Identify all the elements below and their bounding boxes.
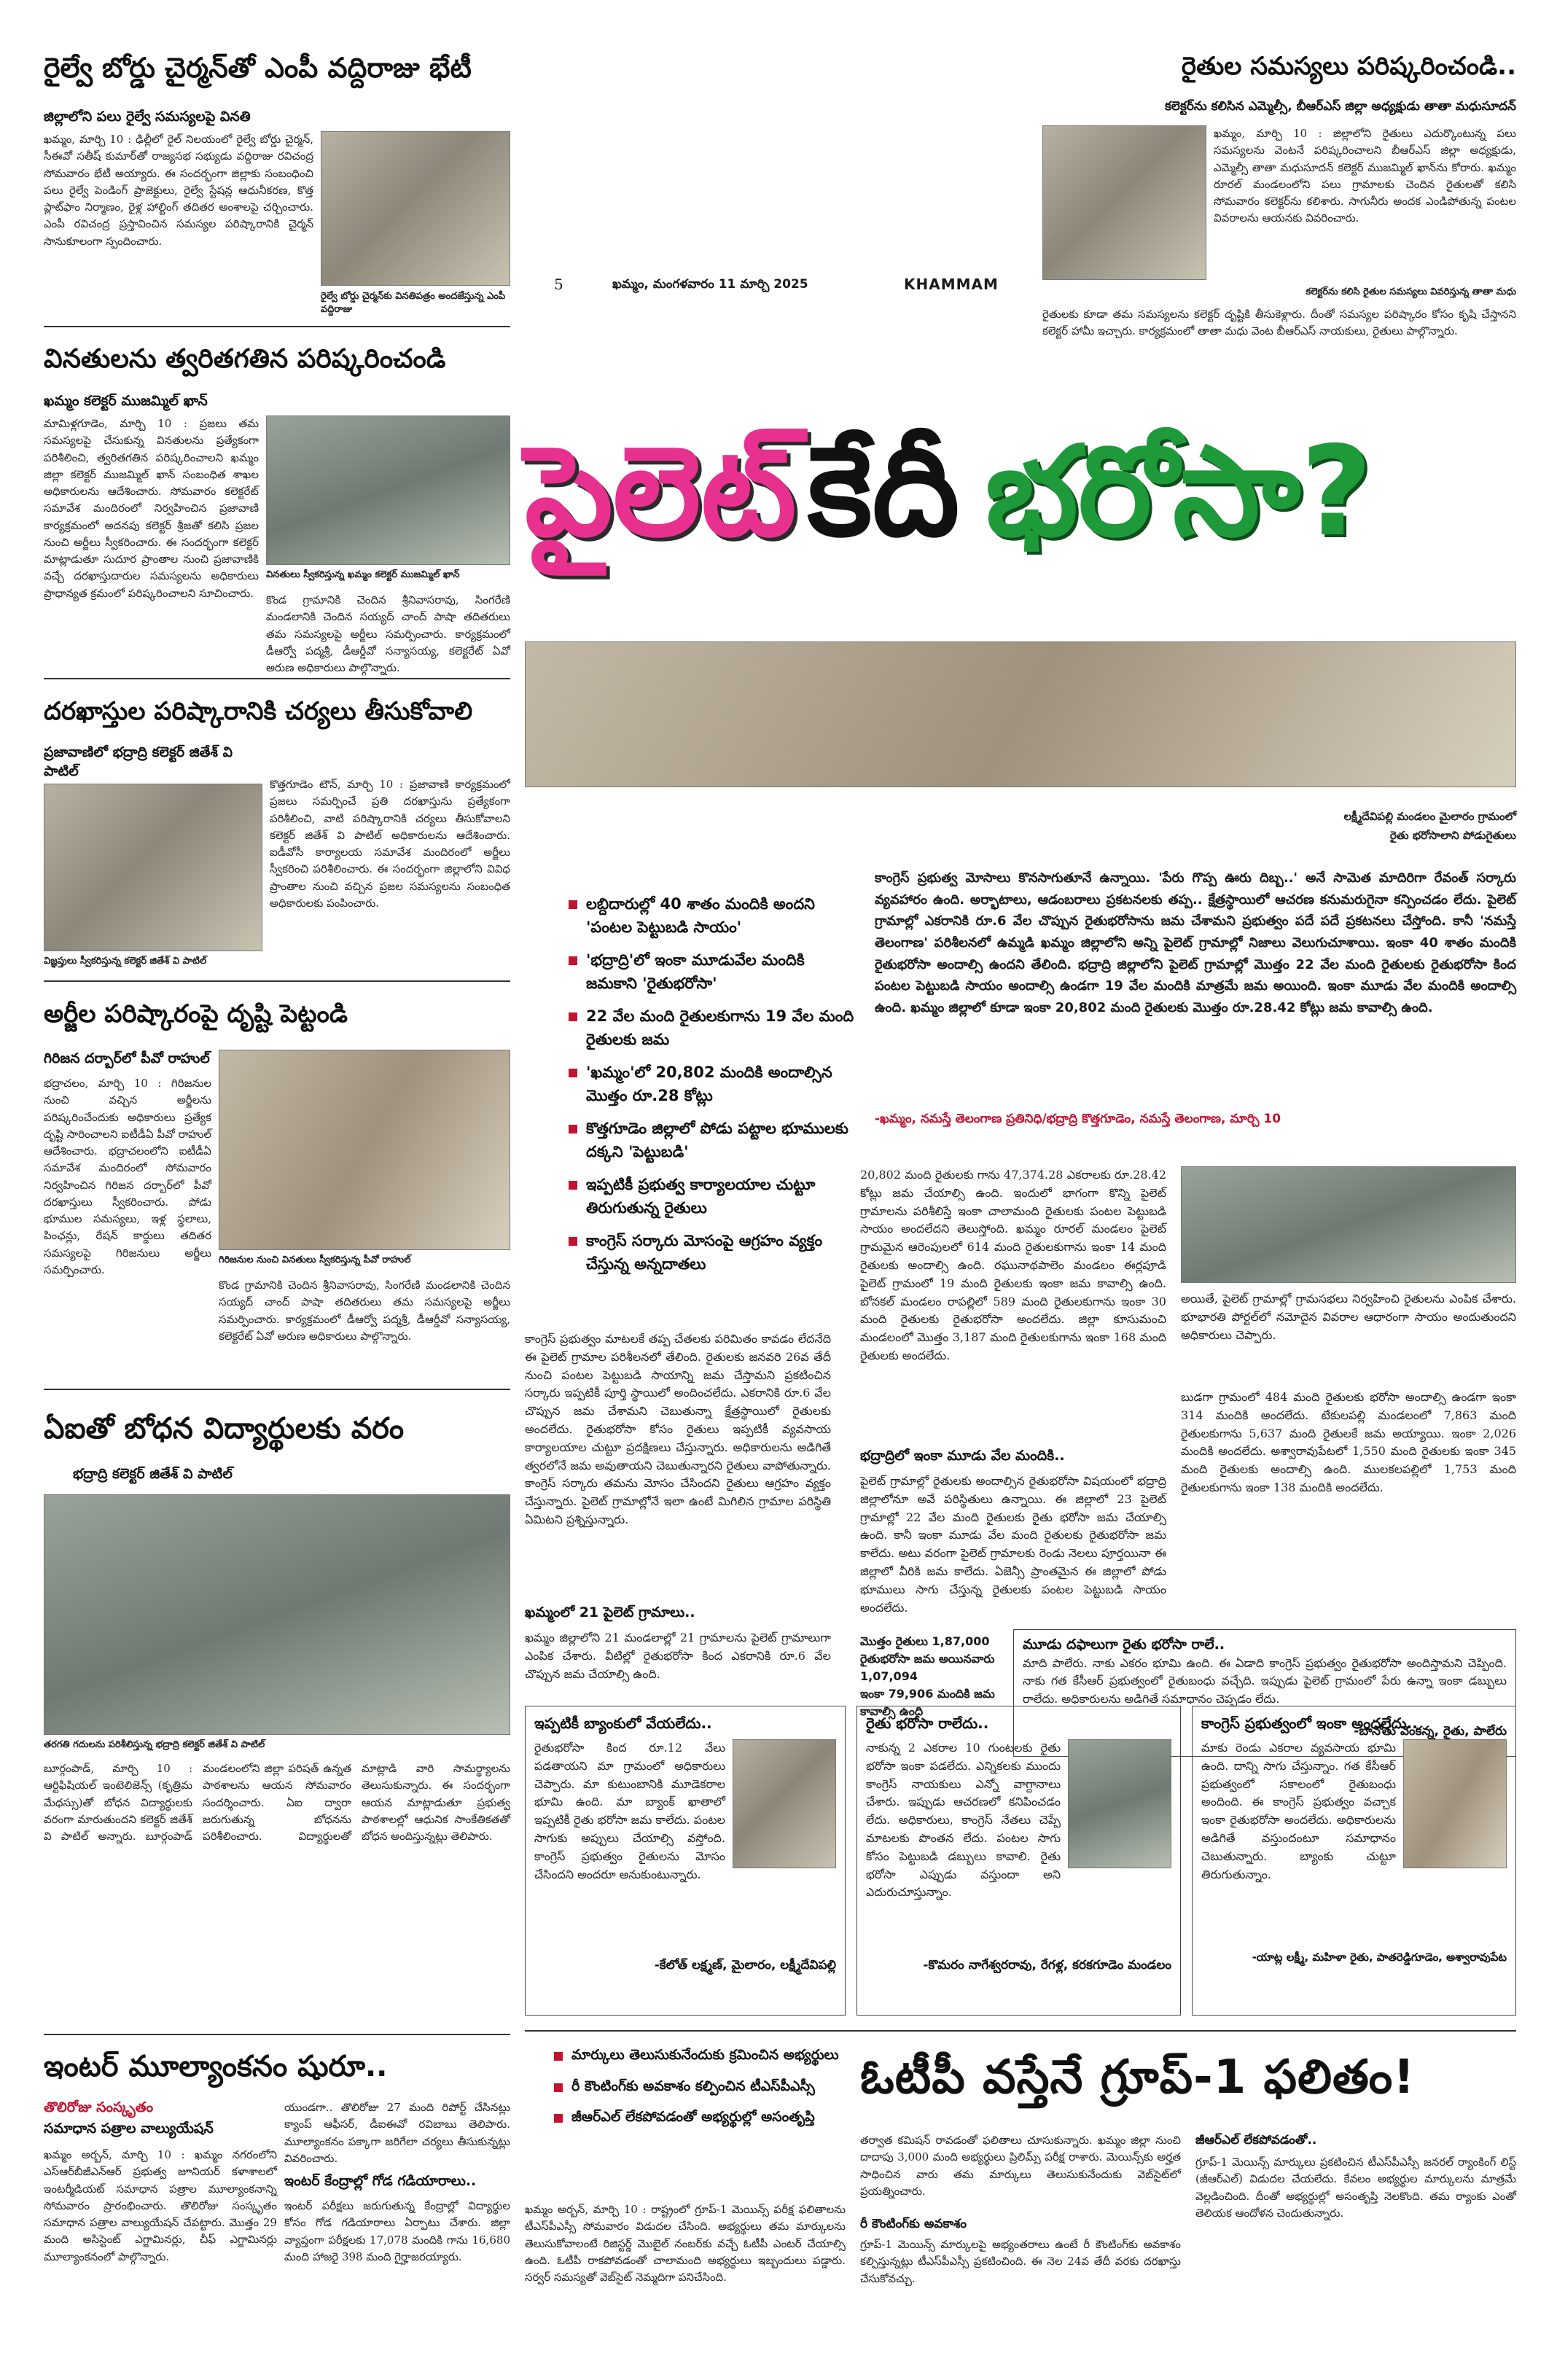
subhead-grievances: గిరిజన దర్బార్‌లో పీవో రాహుల్ — [44, 1050, 210, 1066]
subhead-red: తొలిరోజు సంస్కృతం — [44, 2099, 154, 2115]
main-body-col2: అయితే, పైలెట్ గ్రామాల్లో గ్రామసభలు నిర్వహించి రైతులను ఎంపిక చేశారు. భూభారతి పోర్టల్‌లో నమోదైన వివరాల ఆధారంగా సాయం అందుతుందని అధికారులు చెప్పారు. — [1181, 1292, 1516, 1342]
edition-name: KHAMMAM — [904, 276, 999, 293]
group1-body-a: తర్వాత కమిషన్ రావడంతో ఫలితాలు చూసుకున్నారు. ఖమ్మం జిల్లా నుంచి దాదాపు 3,000 మంది అభ్యర్థులు ప్రిలిమ్స్ పరీక్ష రాశారు. మెయిన్స్‌కు అర్హత సాధించిన వారు తమ మార్కులు తెలుసుకునేందుకు వెబ్‌సైట్‌లో ప్రయత్నించారు. — [860, 2134, 1181, 2198]
main-headline-part1: పైలెట్ — [525, 420, 797, 564]
body-applications: కొత్తగూడెం టౌన్, మార్చి 10 : ప్రజావాణి కార్యక్రమంలో ప్రజలు సమర్పించే ప్రతి దరఖాస్తును ప్రత్యేకంగా పరిశీలించి, వాటి పరిష్కారానికి చర్యలు తీసుకోవాలని కలెక్టర్ జితేశ్ వి పాటిల్ అధికారులను ఆదేశించారు. ఐడీవోసీ కార్యాలయ సమావేశ మందిరంలో అర్జీలు స్వీకరించి పరిశీలించారు. ఈ సందర్భంగా జిల్లాలోని వివిధ ప్రాంతాల నుంచి వచ్చిన ప్రజల సమస్యలను సంబంధిత అధికారులకు పంపించారు. — [270, 778, 510, 910]
bullet-item: జీఆర్ఎల్ లేకపోవడంతో అభ్యర్థుల్లో అసంతృప్తి — [554, 2107, 846, 2128]
body-petitions: మామిళ్లగూడెం, మార్చి 10 : ప్రజలు తమ సమస్యలపై చేసుకున్న వినతులను ప్రత్యేకంగా పరిశీలించి, త్వరితగతిన పరిష్కరించాలని ఖమ్మం జిల్లా కలెక్టర్ ముజమ్మిల్ ఖాన్ సంబంధిత శాఖల అధికారులను ఆదేశించారు. సోమవారం కలెక్టరేట్ సమావేశ మందిరంలో నిర్వహించిన ప్రజావాణి కార్యక్రమంలో అదనపు కలెక్టర్ శ్రీజతో కలిసి ప్రజల నుంచి అర్జీలు స్వీకరించారు. ఈ సందర్భంగా కలెక్టర్ మాట్లాడుతూ సుదూర ప్రాంతాల నుంచి ప్రజావాణికి వచ్చే దరఖాస్తుదారుల సమస్యలను అధికారులు ప్రాధాన్యత క్రమంలో పరిష్కరించాలని సూచించారు. — [44, 417, 259, 600]
main-subhead-col0: ఖమ్మంలో 21 పైలెట్ గ్రామాలు.. — [525, 1604, 695, 1620]
main-subhead-col1: భద్రాద్రిలో ఇంకా మూడు వేల మందికి.. — [860, 1448, 1065, 1464]
headline-ai-teaching: ఏఐతో బోధన విద్యార్థులకు వరం — [44, 1412, 405, 1445]
group1-body-c: గ్రూప్-1 మెయిన్స్ మార్కులు ప్రకటించిన టీఎస్‌పీఎస్సీ జనరల్ ర్యాంకింగ్ లిస్ట్ (జీఆర్ఎల్) విడుదల చేయలేదు. కేవలం అభ్యర్థుల మార్కులను మాత్రమే వెల్లడించింది. దీంతో అభ్యర్థుల్లో అసంతృప్తి నెలకొంది. తమ ర్యాంకు ఎంతో తెలియక ఆందోళన చెందుతున్నారు. — [1195, 2155, 1516, 2220]
caption-ai-teaching: తరగతి గదులను పరిశీలిస్తున్న భద్రాద్రి కలెక్టర్ జితేశ్ వి పాటిల్ — [44, 1739, 265, 1750]
caption-applications: విజ్ఞప్తులు స్వీకరిస్తున్న కలెక్టర్ జితేశ్ వి పాటిల్ — [44, 956, 207, 967]
body-ai-teaching: బూర్గంపాడ్, మార్చి 10 : ఆర్టిఫిషియల్ ఇంటెలిజెన్స్ (కృత్రిమ మేధస్సు)తో బోధన విద్యార్థులకు వరంగా మారుతుందని కలెక్టర్ జితేశ్ వి పాటిల్ అన్నారు. బూర్గంపాడ్ మండలంలోని జిల్లా పరిషత్ ఉన్నత పాఠశాలను ఆయన సోమవారం సందర్శించారు. ఏఐ ద్వారా జరుగుతున్న బోధనను పరిశీలించారు. విద్యార్థులతో మాట్లాడి వారి సామర్థ్యాలను తెలుసుకున్నారు. ఈ సందర్భంగా ఆయన మాట్లాడుతూ ప్రభుత్వ పాఠశాలల్లో ఆధునిక సాంకేతికతతో బోధన అందిస్తున్నట్లు తెలిపారు. — [44, 1762, 510, 1843]
main-headline-part2: కేదీ — [807, 420, 960, 564]
body-grievances-cont: కొండ గ్రామానికి చెందిన శ్రీనివాసరావు, సింగరేణి మండలానికి చెందిన సయ్యద్ చాంద్ పాషా తదితరులు తమ సమస్యలపై అర్జీలు సమర్పించారు. కార్యక్రమంలో డీఆర్వో పద్మశ్రీ, డీఆర్డీవో సన్యాసయ్య, కలెక్టరేట్ ఏవో అరుణ అధికారులు పాల్గొన్నారు. — [219, 1279, 510, 1343]
headline-railway: రైల్వే బోర్డు చైర్మన్‌తో ఎంపీ వద్దిరాజు భేటీ — [44, 52, 472, 84]
stats-paid: రైతుభరోసా జమ అయినవారు 1,07,094 — [860, 1652, 995, 1683]
quote-box-2-body: నాకున్న 2 ఎకరాల 10 గుంటలకు రైతు భరోసా ఇంకా పడలేదు. ఎన్నికలకు ముందు కాంగ్రెస్ నాయకులు ఎన్నో వాగ్దానాలు చేశారు. ఇప్పుడు ఆచరణలో కనిపించడం లేదు. అధికారులు, కాంగ్రెస్ నేతలు చెప్పే మాటలకు పొంతన లేదు. పంటల సాగు కోసం పెట్టుబడి డబ్బులు కావాలి. రైతు భరోసా ఎప్పుడు వస్తుందా అని ఎదురుచూస్తున్నాం. — [866, 1741, 1061, 1900]
subhead-railway: జిల్లాలోని పలు రైల్వే సమస్యలపై వినతి — [44, 109, 251, 125]
subhead-inter: సమాధాన పత్రాల వాల్యుయేషన్ — [44, 2120, 214, 2137]
quote-box-3-photo — [1403, 1739, 1507, 1868]
page-number: 5 — [554, 276, 563, 293]
photo-ai-teaching — [44, 1494, 510, 1735]
divider — [44, 326, 510, 327]
body-farmer-issues: ఖమ్మం, మార్చి 10 : జిల్లాలోని రైతులు ఎదుర్కొంటున్న పలు సమస్యలను వెంటనే పరిష్కరించాలని బీఆర్ఎస్ జిల్లా అధ్యక్షుడు, ఎమ్మెల్సీ తాతా మధుసూదన్ కలెక్టర్ ముజమ్మిల్ ఖాన్‌ను కోరారు. ఖమ్మం రూరల్ మండలంలోని పలు గ్రామాలకు చెందిన రైతులతో కలిసి సోమవారం కలెక్టర్‌ను కలిశారు. సాగునీరు అందక ఎండిపోతున్న పంటల వివరాలను ఆయనకు వివరించారు. — [1214, 127, 1516, 225]
body-inter: ఖమ్మం అర్బన్, మార్చి 10 : ఖమ్మం నగరంలోని ఎస్‌ఆర్‌బీజీఎన్ఆర్ ప్రభుత్వ జూనియర్ కళాశాలలో ఇంటర్మీడియట్ సమాధాన పత్రాల మూల్యాంకనాన్ని సోమవారం ప్రారంభించారు. తొలిరోజు సంస్కృతం సమాధాన పత్రాల వాల్యుయేషన్ చేపట్టారు. మొత్తం 29 మంది అసిస్టెంట్ ఎగ్జామినర్లు, చీఫ్ ఎగ్జామినర్లు మూల్యాంకనంలో పాల్గొన్నారు. — [44, 2148, 277, 2263]
quote-box-1 — [525, 1706, 846, 2016]
quote-box-1-photo — [733, 1739, 836, 1868]
stats-total: మొత్తం రైతులు 1,87,000 — [860, 1634, 990, 1648]
photo-farmer-issues — [1042, 125, 1206, 280]
bullet-item: లబ్దిదారుల్లో 40 శాతం మందికి అందని 'పంటల పెట్టుబడి సాయం' — [569, 893, 860, 939]
caption-petitions: వినతులు స్వీకరిస్తున్న ఖమ్మం కలెక్టర్ ముజమ్మిల్ ఖాన్ — [266, 569, 460, 580]
main-body-col1b: పైలెట్ గ్రామాల్లో రైతులకు అందాల్సిన రైతుభరోసా విషయంలో భద్రాద్రి జిల్లాలోనూ అవే పరిస్థితులు ఉన్నాయి. ఈ జిల్లాలో 23 పైలెట్ గ్రామాల్లో 22 వేల మంది రైతులకు రైతు భరోసా జమ చేయాల్సి ఉంది. కానీ ఇంకా మూడు వేల మంది రైతులకు రైతుభరోసా జమ కాలేదు. అటు వరంగా పైలెట్ గ్రామాలకు రెండు నెలలు పూర్తయినా ఈ జిల్లాలో వీరికి జమ కాలేదు. ఏజెన్సీ ప్రాంతమైన ఈ జిల్లాలో పోడు భూములు సాగు చేస్తున్న రైతులకు పంటల పెట్టుబడి సాయం అందలేదు. — [860, 1474, 1166, 1615]
bullet-item: ఇప్పటికీ ప్రభుత్వ కార్యాలయాల చుట్టూ తిరుగుతున్న రైతులు — [569, 1174, 860, 1220]
main-body-col0: కాంగ్రెస్ ప్రభుత్వం మాటలకే తప్ప చేతలకు పరిమితం కావడం లేదనేది ఈ పైలెట్ గ్రామాల పరిశీలనలో తేలింది. రైతులకు జనవరి 26వ తేదీ నుంచి పంటల పెట్టుబడి సాయాన్ని జమ చేస్తామని ప్రకటించిన సర్కారు ఇప్పటికీ పూర్తి స్థాయిలో అందించలేదు. ఎకరానికి రూ.6 వేల చొప్పున జమ చేశామని చెబుతున్నా క్షేత్రస్థాయిలో రైతులకు అందలేదు. రైతుభరోసా కోసం రైతులు ఇప్పటికీ వ్యవసాయ కార్యాలయాల చుట్టూ ప్రదక్షిణలు చేస్తున్నారు. అధికారులను అడిగితే త్వరలోనే జమ అవుతాయని చెబుతున్నారని రైతులు వాపోతున్నారు. కాంగ్రెస్ సర్కారు తమను మోసం చేసిందని రైతులు ఆగ్రహం వ్యక్తం చేస్తున్నారు. పైలెట్ గ్రామాల్లోనే ఇలా ఉంటే మిగిలిన గ్రామాల పరిస్థితి ఏమిటని ప్రశ్నిస్తున్నారు. — [525, 1332, 831, 1526]
bullet-item: 'ఖమ్మం'లో 20,802 మందికి అందాల్సిన మొత్తం రూ.28 కోట్లు — [569, 1061, 860, 1107]
photo-applications — [44, 784, 262, 951]
quote-box-1-signature: -కేలోత్ లక్ష్మణ్, మైలారం, లక్ష్మీదేవిపల్లి — [654, 1958, 836, 1973]
group1-subhead-a: రీ కౌంటింగ్‌కు అవకాశం — [860, 2217, 967, 2231]
photo-petitions — [266, 415, 510, 565]
headline-applications: దరఖాస్తుల పరిష్కారానికి చర్యలు తీసుకోవాలి — [44, 697, 473, 726]
quote-box-2-signature: -కొమరం నాగేశ్వరరావు, రేగళ్ల, కరకగూడెం మండలం — [923, 1958, 1171, 1973]
headline-farmer-issues: రైతుల సమస్యలు పరిష్కరించండి.. — [1181, 52, 1516, 81]
caption-railway: రైల్వే బోర్డు చైర్మన్‌కు వినతిపత్రం అందజేస్తున్న ఎంపీ వద్దిరాజు — [321, 291, 506, 315]
quote-box-3-title: కాంగ్రెస్ ప్రభుత్వంలో ఇంకా అందలేదు.. — [1201, 1714, 1418, 1732]
headline-inter-valuation: ఇంటర్ మూల్యాంకనం షురూ.. — [44, 2050, 388, 2083]
body-grievances: భద్రాచలం, మార్చి 10 : గిరిజనుల నుంచి వచ్చిన అర్జీలను పరిష్కరించేందుకు అధికారులు ప్రత్యేక దృష్టి సారించాలని ఐటీడీఏ పీవో రాహుల్ ఆదేశించారు. భద్రాచలంలోని ఐటీడీఏ సమావేశ మందిరంలో సోమవారం నిర్వహించిన గిరిజన దర్బార్‌లో పీవో దరఖాస్తులు స్వీకరించారు. పోడు భూముల సమస్యలు, ఇళ్ల స్థలాలు, పింఛన్లు, రేషన్ కార్డులు తదితర సమస్యలపై గిరిజనులు అర్జీలు సమర్పించారు. — [44, 1077, 211, 1276]
main-headline-part3: భరోసా? — [985, 420, 1373, 564]
quote-box-3-signature: -యాట్ల లక్ష్మీ, మహిళా రైతు, పాతరెడ్డిగూడెం, అశ్వారావుపేట — [1252, 1951, 1507, 1964]
subhead-applications: ప్రజావాణిలో భద్రాద్రి కలెక్టర్ జితేశ్ వి పాటిల్ — [44, 744, 233, 779]
main-photo-caption-1: లక్ష్మీదేవిపల్లి మండలం మైలారం గ్రామంలో — [1343, 810, 1516, 823]
bullet-item: 'భద్రాద్రి'లో ఇంకా మూడువేల మందికి జమకాని 'రైతుభరోసా' — [569, 949, 860, 995]
photo-grievances — [219, 1050, 510, 1250]
main-body-col0b: ఖమ్మం జిల్లాలోని 21 మండలాల్లో 21 గ్రామాలను పైలెట్ గ్రామాలుగా ఎంపిక చేశారు. వీటిల్లో రైతుభరోసా కింద ఎకరానికి రూ.6 వేల చొప్పున జమ చేయాల్సి ఉంది. — [525, 1631, 831, 1681]
date-line: ఖమ్మం, మంగళవారం 11 మార్చి 2025 — [612, 277, 808, 292]
main-body-col1: 20,802 మంది రైతులకు గాను 47,374.28 ఎకరాలకు రూ.28.42 కోట్లు జమ చేయాల్సి ఉంది. ఇందులో భాగంగా కొన్ని పైలెట్ గ్రామాలను పరిశీలిస్తే ఇంకా చాలామంది రైతులకు పంటల పెట్టుబడి సాయం అందలేదని తెలుస్తోంది. ఖమ్మం రూరల్ మండలం పైలెట్ గ్రామమైన ఆరెంపులలో 614 మంది రైతులకుగాను ఇంకా 14 మంది రైతులకు అందాల్సి ఉంది. రఘునాథపాలెం మండలం ఈర్లపూడి పైలెట్ గ్రామంలో 19 మంది రైతులకు ఇంకా జమ కావాల్సి ఉంది. బోనకల్ మండలం రాపల్లిలో 589 మంది రైతులకుగాను ఇంకా 30 మంది రైతులకు రైతుభరోసా అందలేదు. జిల్లా కూసుమంచి మండలంలో మొత్తం 3,187 మంది రైతులకుగాను ఇంకా 168 మంది రైతులకు అందలేదు. — [860, 1168, 1166, 1362]
headline-grievances: అర్జీల పరిష్కారంపై దృష్టి పెట్టండి — [44, 999, 348, 1029]
quote-box-3-body: మాకు రెండు ఎకరాల వ్యవసాయ భూమి ఉంది. దాన్ని సాగు చేస్తున్నాం. గత కేసీఆర్ ప్రభుత్వంలో సకాలంలో రైతుబంధు అందింది. ఈ కాంగ్రెస్ ప్రభుత్వం వచ్చాక ఇంకా రైతుభరోసా అందలేదు. అధికారులను అడిగితే వస్తుందంటూ సమాధానం చెబుతున్నారు. బ్యాంకు చుట్టూ తిరుగుతున్నాం. — [1201, 1741, 1396, 1881]
photo-railway — [321, 131, 510, 286]
main-dateline: -ఖమ్మం, నమస్తే తెలంగాణ ప్రతినిధి/భద్రాద్రి కొత్తగూడెం, నమస్తే తెలంగాణ, మార్చి 10 — [875, 1112, 1281, 1126]
main-photo-caption-2: రైతు భరోసాలాని పోడుగైతులు — [1389, 829, 1516, 842]
main-bullets — [569, 893, 860, 1286]
subhead-inter-clocks: ఇంటర్ కేంద్రాల్లో గోడ గడియారాలు.. — [284, 2173, 477, 2189]
divider — [44, 1389, 510, 1390]
main-photo — [525, 641, 1516, 787]
caption-farmer-issues: కలెక్టర్‌ను కలిసి రైతుల సమస్యలు వివరిస్తున్న తాతా మధు — [1306, 286, 1516, 297]
farmer-quote-body: మాది పాలేరు. నాకు ఎకరం భూమి ఉంది. ఈ ఏడాది కాంగ్రెస్ ప్రభుత్వం రైతుభరోసా అందిస్తామని చెప్పింది. నాకు గత కేసీఆర్ ప్రభుత్వంలో రైతుబంధు వచ్చేది. ఇప్పుడు పైలెట్ గ్రామంలో పేరు ఉన్నా ఇంకా డబ్బులు రాలేదు. అధికారులను అడిగితే సమాధానం చెప్పడం లేదు. — [1023, 1655, 1507, 1706]
quote-box-2-photo — [1068, 1739, 1171, 1868]
divider — [525, 2030, 1516, 2032]
bullet-item: రీ కౌంటింగ్‌కు అవకాశం కల్పించిన టీఎస్‌పీఎస్సీ — [554, 2076, 846, 2097]
group1-body-b: గ్రూప్-1 మెయిన్స్ మార్కులపై అభ్యంతరాలు ఉంటే రీ కౌంటింగ్‌కు అవకాశం కల్పిస్తున్నట్లు టీఎస్‌పీఎస్సీ ప్రకటించింది. ఈ నెల 24వ తేదీ వరకు దరఖాస్తు చేసుకోవచ్చు. — [860, 2238, 1181, 2285]
headline-group1: ఓటీపీ వస్తేనే గ్రూప్-1 ఫలితం! — [860, 2051, 1416, 2104]
main-photo-2 — [1181, 1166, 1516, 1283]
body-inter-cont: యుండగా.. తొలిరోజు 27 మంది రిపోర్ట్ చేసినట్లు క్యాంప్ ఆఫీసర్, డీఐఈవో రవిబాబు తెలిపారు. మూల్యాంకనం పక్కాగా జరిగేలా చర్యలు తీసుకున్నట్లు వివరించారు. — [284, 2101, 510, 2165]
body-inter-clocks: ఇంటర్ పరీక్షలు జరుగుతున్న కేంద్రాల్లో విద్యార్థుల కోసం గోడ గడియారాలు ఏర్పాటు చేశారు. జిల్లా వ్యాప్తంగా పరీక్షలకు 17,078 మందికి గాను 16,680 మంది హాజరై 398 మంది గైర్హాజరయ్యారు. — [284, 2199, 510, 2263]
subhead-petitions: ఖమ్మం కలెక్టర్ ముజమ్మిల్ ఖాన్ — [44, 393, 208, 409]
farmer-quote-title: మూడు దఫాలుగా రైతు భరోసా రాలే.. — [1023, 1636, 1225, 1653]
quote-box-2-title: రైతు భరోసా రాలేదు.. — [866, 1714, 989, 1732]
quote-box-3 — [1192, 1706, 1516, 2016]
caption-grievances: గిరిజనుల నుంచి వినతులు స్వీకరిస్తున్న పీవో రాహుల్ — [219, 1255, 411, 1265]
divider — [44, 2034, 510, 2035]
body-farmer-issues-cont: రైతులకు కూడా తమ సమస్యలను కలెక్టర్ దృష్టికి తీసుకెళ్లారు. దీంతో సమస్యల పరిష్కారం కోసం కృషి చేస్తానని కలెక్టర్ హామీ ఇచ్చారు. కార్యక్రమంలో తాతా మధు వెంట బీఆర్ఎస్ నాయకులు, రైతులు పాల్గొన్నారు. — [1042, 308, 1516, 338]
subhead-farmer-issues: కలెక్టర్‌ను కలిసిన ఎమ్మెల్సీ, బీఆర్ఎస్ జిల్లా అధ్యక్షుడు తాతా మధుసూదన్ — [1165, 99, 1516, 114]
bullet-item: మార్కులు తెలుసుకునేందుకు క్రమించిన అభ్యర్థులు — [554, 2045, 846, 2066]
stats-pending: ఇంకా 79,906 మందికి జమ కావాల్సి ఉంది — [860, 1687, 995, 1718]
group1-body-d: ఖమ్మం అర్బన్, మార్చి 10 : రాష్ట్రంలో గ్రూప్-1 మెయిన్స్ పరీక్ష ఫలితాలను టీఎస్‌పీఎస్సీ సోమవారం విడుదల చేసింది. అభ్యర్థులు తమ మార్కులను తెలుసుకోవాలంటే రిజిస్టర్డ్ మొబైల్ నంబర్‌కు వచ్చే ఓటీపీ ఎంటర్ చేయాల్సి ఉంది. ఓటీపీ రాకపోవడంతో చాలామంది అభ్యర్థులు ఇబ్బందులు పడ్డారు. సర్వర్ సమస్యతో వెబ్‌సైట్ నెమ్మదిగా పనిచేసింది. — [525, 2203, 846, 2284]
bullet-item: కొత్తగూడెం జిల్లాలో పోడు పట్టాల భూములకు దక్కని 'పెట్టుబడి' — [569, 1117, 860, 1163]
divider — [44, 678, 510, 679]
divider — [44, 980, 510, 982]
main-lede: కాంగ్రెస్ ప్రభుత్వ మోసాలు కొనసాగుతూనే ఉన్నాయి. 'పేరు గొప్ప ఊరు దిబ్బ..' అనే సామెత మాదిరిగా రేవంత్ సర్కారు వ్యవహారం ఉంది. అర్భాటాలు, ఆడంబరాలు ప్రకటనలకు తప్ప.. క్షేత్రస్థాయిలో ఆచరణ కనుమరుగైనా కన్పించడం లేదు. పైలెట్ గ్రామాల్లో ఎకరానికి రూ.6 వేల చొప్పున రైతుభరోసాను జమ చేశామని ప్రభుత్వం పదే పదే ప్రకటనలు చేస్తోంది. కానీ 'నమస్తే తెలంగాణ' పరిశీలనలో ఉమ్మడి ఖమ్మం జిల్లాలోని అన్ని పైలెట్ గ్రామాల్లో నిజాలు వెలుగుచూశాయి. ఇంకా 40 శాతం మందికి రైతుభరోసా అందాల్సి ఉందని తేలింది. భద్రాద్రి జిల్లాలోని పైలెట్ గ్రామాల్లో మొత్తం 22 వేల మంది రైతులకు రైతుభరోసా కింద పంటల పెట్టుబడి సాయం అందాల్సి ఉండగా 19 వేల మందికి మాత్రమే జమ అయింది. ఇంకా మూడు వేల మందికి అందాల్సి ఉంది. ఖమ్మం జిల్లాలో కూడా ఇంకా 20,802 మంది రైతులకు మొత్తం రూ.28.42 కోట్లు జమ కావాల్సి ఉంది. — [875, 870, 1516, 1016]
headline-petitions: వినతులను త్వరితగతిన పరిష్కరించండి — [44, 344, 446, 374]
subhead-ai-teaching: భద్రాద్రి కలెక్టర్ జితేశ్ వి పాటిల్ — [73, 1466, 233, 1482]
body-railway: ఖమ్మం, మార్చి 10 : ఢిల్లీలో రైల్ నిలయంలో రైల్వే బోర్డు చైర్మన్, సీఈవో సతీష్ కుమార్‌తో రాజ్యసభ సభ్యుడు వద్దిరాజు రవిచంద్ర సోమవారం భేటీ అయ్యారు. ఈ సందర్భంగా జిల్లాకు సంబంధించి పలు రైల్వే పెండింగ్ ప్రాజెక్టులు, రైల్వే స్టేషన్ల ఆధునీకరణ, కొత్త ప్లాట్‌ఫాం నిర్మాణం, రైళ్ల హాల్టింగ్ తదితర అంశాలపై చర్చించారు. ఎంపీ రవిచంద్ర ప్రస్తావించిన సమస్యల పరిష్కారానికి చైర్మన్ సానుకూలంగా స్పందించారు. — [44, 133, 313, 248]
bullet-item: 22 వేల మంది రైతులకుగాను 19 వేల మంది రైతులకు జమ — [569, 1005, 860, 1051]
quote-box-1-title: ఇప్పటికీ బ్యాంకులో వేయలేదు.. — [534, 1714, 712, 1732]
group1-bullets — [554, 2045, 846, 2138]
main-body-col2b: బుడగా గ్రామంలో 484 మంది రైతులకు భరోసా అందాల్సి ఉండగా ఇంకా 314 మందికి అందలేదు. టేకులపల్లి మండలంలో 7,863 మంది రైతులకుగాను 5,637 మంది రైతులకే జమ అయ్యాయి. ఇంకా 2,026 మందికి అందలేదు. అశ్వారావుపేటలో 1,550 మంది రైతులకు ఇంకా 345 మంది రైతులకు అందాల్సి ఉంది. ములకలపల్లిలో 1,753 మంది రైతులకుగాను ఇంకా 138 మందికి అందలేదు. — [1181, 1390, 1516, 1494]
main-headline — [525, 420, 1516, 620]
quote-box-1-body: రైతుభరోసా కింద రూ.12 వేలు పడతాయని మా గ్రామంలో అధికారులు చెప్పారు. మా కుటుంబానికి మూడెకరాల భూమి ఉంది. మా బ్యాంక్ ఖాతాలో ఇప్పటికీ రైతు భరోసా జమ కాలేదు. పంటల సాగుకు అప్పులు చేయాల్సి వస్తోంది. కాంగ్రెస్ ప్రభుత్వం రైతులను మోసం చేసిందని అందరూ అనుకుంటున్నారు. — [534, 1741, 725, 1881]
group1-subhead-b: జీఆర్ఎల్ లేకపోవడంతో.. — [1195, 2133, 1317, 2147]
masthead — [510, 271, 1035, 300]
quote-box-2 — [856, 1706, 1181, 2016]
farmer-quote-signature: -బానోతు వెంకన్న, రైతు, పాలేరు — [1354, 1723, 1507, 1739]
bullet-item: కాంగ్రెస్ సర్కారు మోసంపై ఆగ్రహం వ్యక్తం చేస్తున్న అన్నదాతలు — [569, 1230, 860, 1276]
body-petitions-cont: కొండ గ్రామానికి చెందిన శ్రీనివాసరావు, సింగరేణి మండలానికి చెందిన సయ్యద్ చాంద్ పాషా తదితరులు తమ సమస్యలపై అర్జీలు సమర్పించారు. కార్యక్రమంలో డీఆర్వో పద్మశ్రీ, డీఆర్డీవో సన్యాసయ్య, కలెక్టరేట్ ఏవో అరుణ అధికారులు పాల్గొన్నారు. — [266, 593, 510, 674]
